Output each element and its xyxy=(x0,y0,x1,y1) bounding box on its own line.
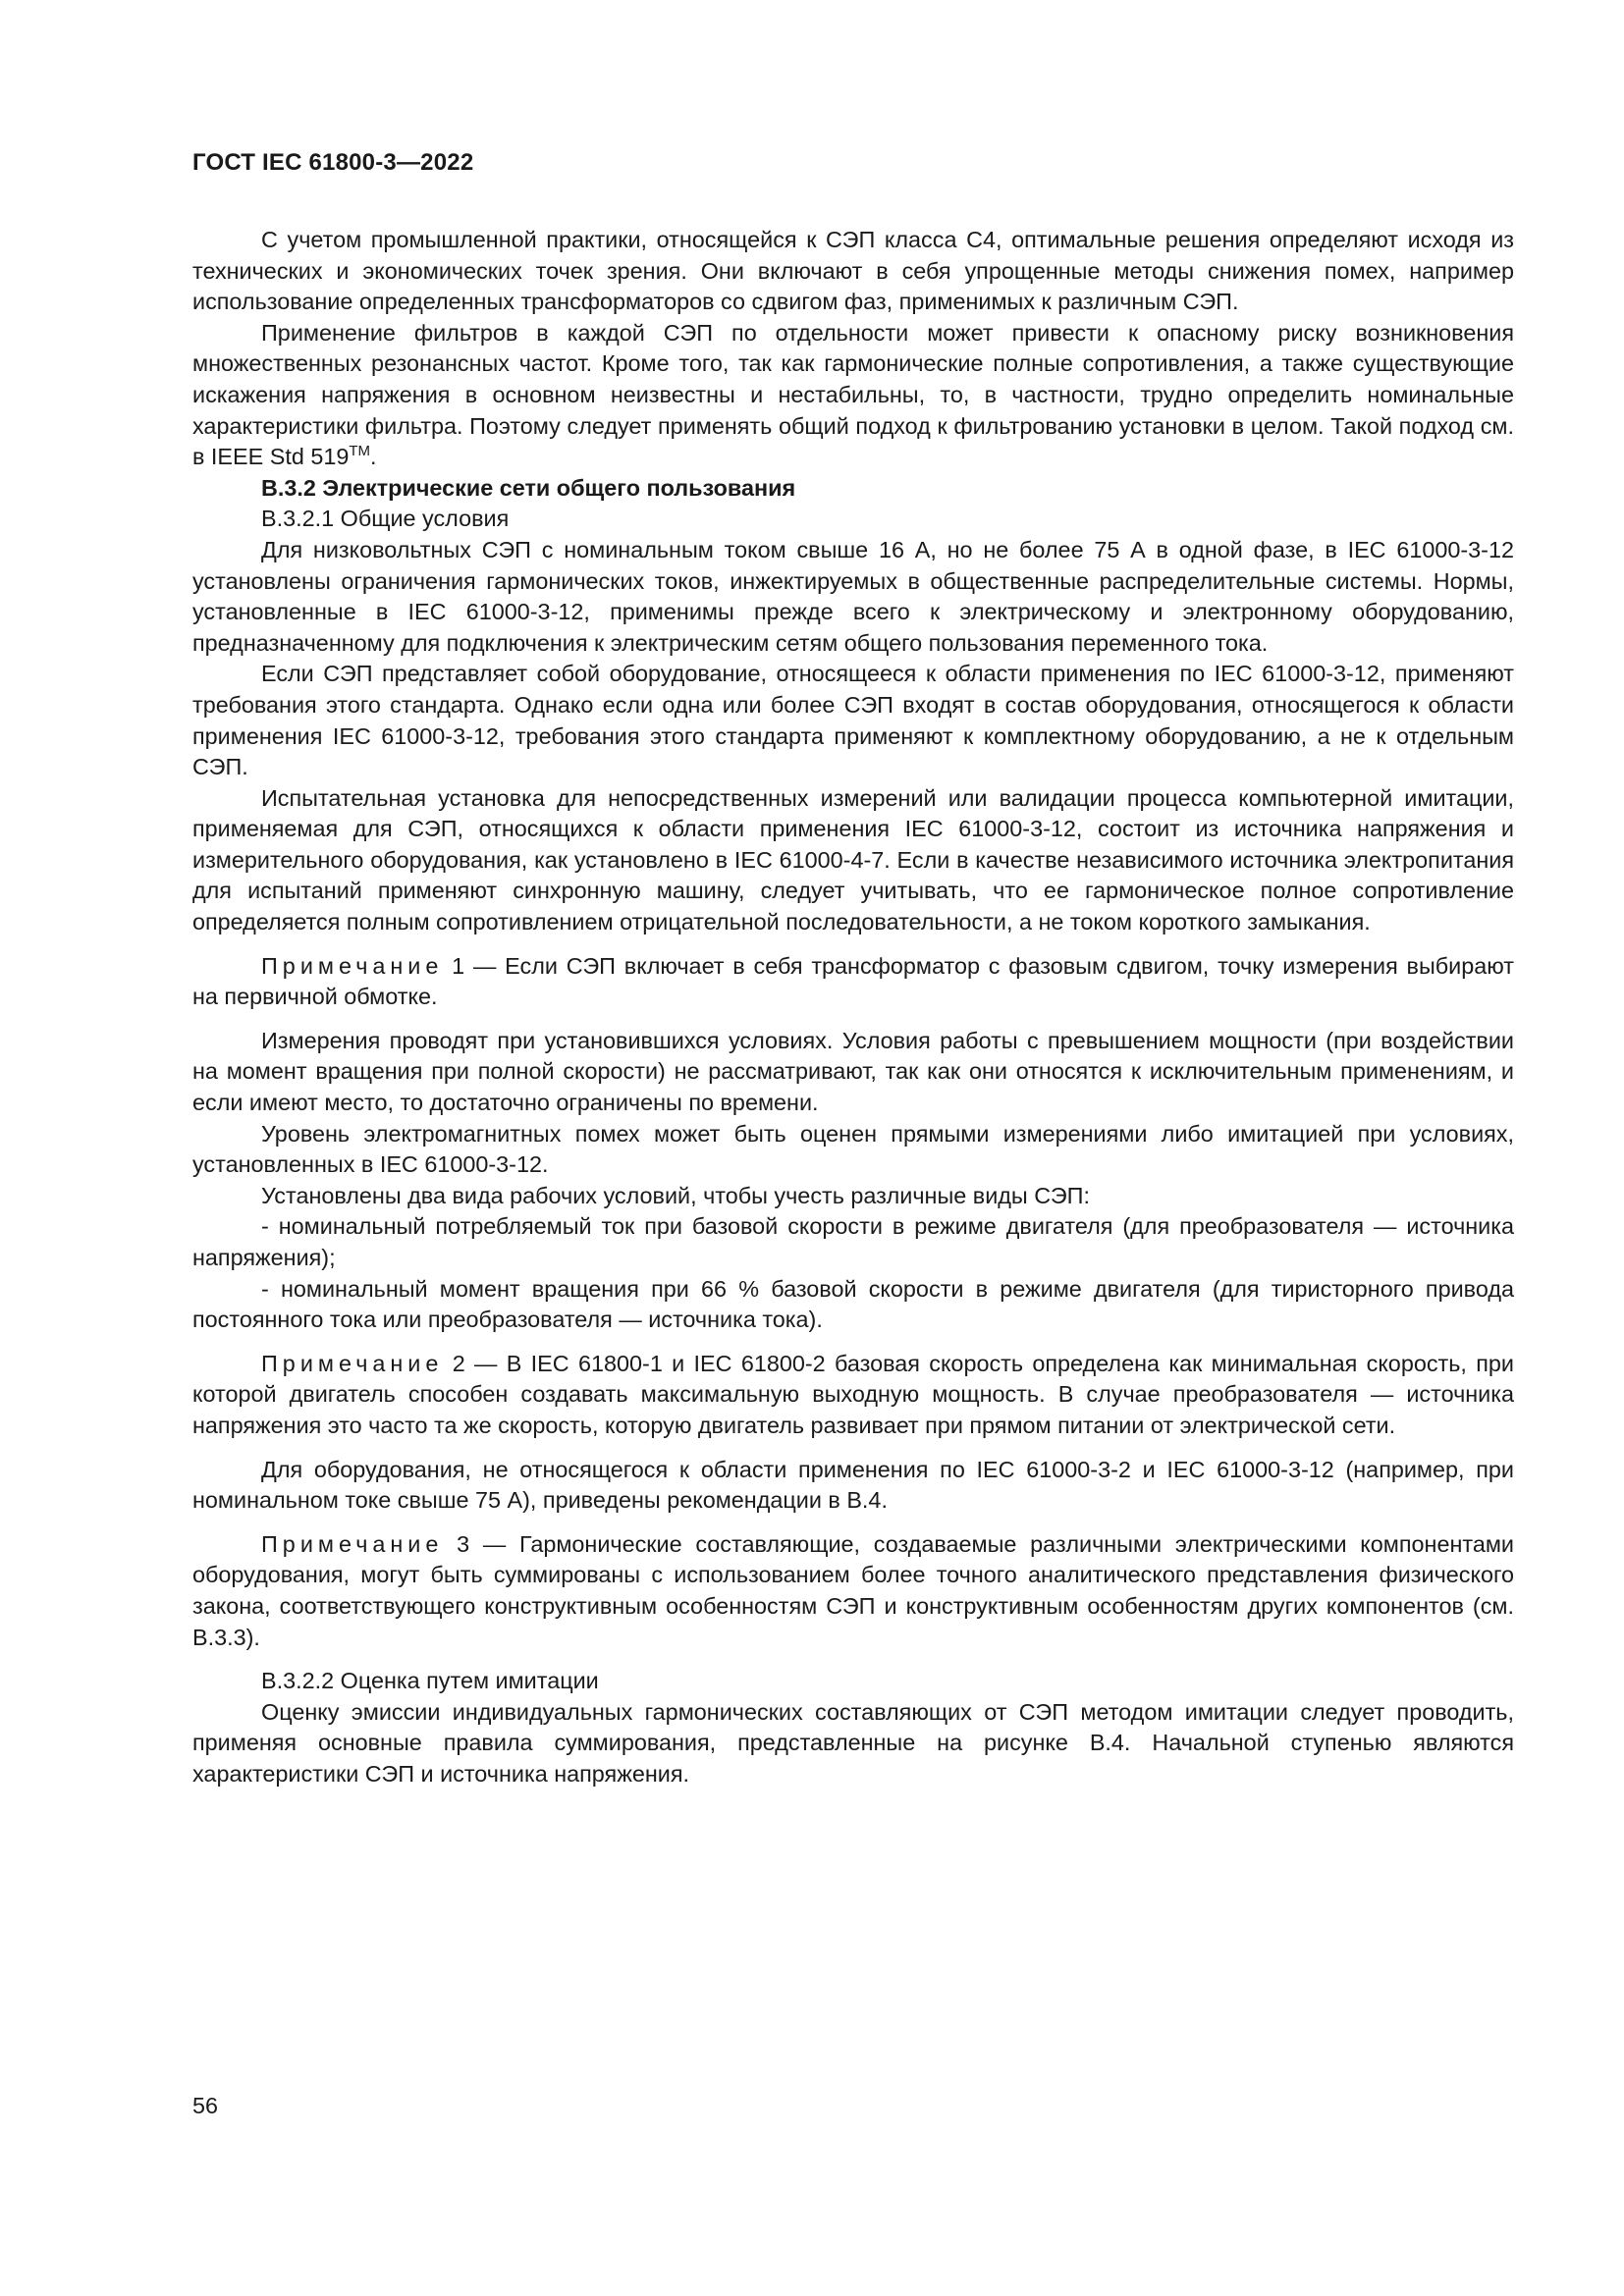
paragraph: Уровень электромагнитных помех может быть оценен прямыми измерениями либо имитацией при условиях, установленных в IEC 61000-3-12. xyxy=(192,1120,1514,1178)
subsection-heading: В.3.2.2 Оценка путем имитации xyxy=(261,1668,599,1694)
section-heading: В.3.2 Электрические сети общего пользования xyxy=(261,474,796,501)
paragraph: Для оборудования, не относящегося к области применения по IEC 61000-3-2 и IEC 61000-3-12 (например, при номинальном токе свыше 75 А), приведены рекомендации в В.4. xyxy=(192,1456,1514,1514)
paragraph: Оценку эмиссии индивидуальных гармонических составляющих от СЭП методом имитации следует проводить, применяя основные правила суммирования, представленные на рисунке В.4. Начальной ступенью являются характеристики СЭП и источника напряжения. xyxy=(192,1698,1514,1787)
paragraph: Испытательная установка для непосредственных измерений или валидации процесса компьютерной имитации, применяемая для СЭП, относящихся к области применения IEC 61000-3-12, состоит из источника напряжения и измерительного оборудования, как установлено в IEC 61000-4-7. Если в качестве независимого источника электропитания для испытаний применяют синхронную машину, следует учитывать, что ее гармоническое полное сопротивление определяется полным сопротивлением отрицательной последовательности, а не током короткого замыкания. xyxy=(192,784,1514,935)
list-item: - номинальный потребляемый ток при базовой скорости в режиме двигателя (для преобразователя — источника напряжения); xyxy=(192,1213,1514,1270)
paragraph: Если СЭП представляет собой оборудование, относящееся к области применения по IEC 61000-3-12, применяют требования этого стандарта. Однако если одна или более СЭП входят в состав оборудования, относящегося к области применения IEC 61000-3-12, требования этого стандарта применяют к комплектному оборудованию, а не к отдельным СЭП. xyxy=(192,661,1514,780)
trademark-superscript: TM xyxy=(349,443,371,460)
paragraph: Установлены два вида рабочих условий, чтобы учесть различные виды СЭП: xyxy=(261,1182,1090,1208)
note-label: Примечание xyxy=(261,952,444,979)
paragraph: Измерения проводят при установившихся условиях. Условия работы с превышением мощности (при воздействии на момент вращения при полной скорости) не рассматривают, так как они относятся к исключительным применениям, и если имеют место, то достаточно ограничены по времени. xyxy=(192,1027,1514,1116)
paragraph: С учетом промышленной практики, относящейся к СЭП класса С4, оптимальные решения определяют исходя из технических и экономических точек зрения. Они включают в себя упрощенные методы снижения помех, например использование определенных трансформаторов со сдвигом фаз, применимых к различным СЭП. xyxy=(192,227,1514,315)
subsection-heading: В.3.2.1 Общие условия xyxy=(261,506,510,532)
note xyxy=(192,1349,1514,1442)
page-number: 56 xyxy=(192,2093,219,2118)
paragraph-end: . xyxy=(370,444,377,470)
note xyxy=(192,951,1514,1013)
note-label: Примечание xyxy=(261,1350,444,1376)
note xyxy=(192,1529,1514,1653)
note-text: 3 — Гармонические составляющие, создаваемые различными электрическими компонентами оборудования, могут быть суммированы с использованием более точного аналитического представления физического закона, соответствующего конструктивным особенностям СЭП и конструктивным особенностям других компонентов (см. В.3.3). xyxy=(192,1530,1514,1650)
note-text: 2 — В IEC 61800-1 и IEC 61800-2 базовая скорость определена как минимальная скорость, при которой двигатель способен создавать максимальную выходную мощность. В случае преобразователя — источника напряжения это часто та же скорость, которую двигатель развивает при прямом питании от электрической сети. xyxy=(192,1350,1514,1438)
paragraph-text: Применение фильтров в каждой СЭП по отдельности может привести к опасному риску возникновения множественных резонансных частот. Кроме того, так как гармонические полные сопротивления, а также существующие искажения напряжения в основном неизвестны и нестабильны, то, в частности, трудно определить номинальные характеристики фильтра. Поэтому следует применять общий подход к фильтрованию установки в целом. Такой подход см. в IEEE Std 519 xyxy=(192,319,1514,470)
note-text: 1 — Если СЭП включает в себя трансформатор с фазовым сдвигом, точку измерения выбирают на первичной обмотке. xyxy=(192,952,1514,1010)
document-body xyxy=(192,225,1514,1790)
list-item: - номинальный момент вращения при 66 % базовой скорости в режиме двигателя (для тиристорного привода постоянного тока или преобразователя — источника тока). xyxy=(192,1275,1514,1333)
note-label: Примечание xyxy=(261,1530,444,1557)
paragraph: Для низковольтных СЭП с номинальным током свыше 16 А, но не более 75 А в одной фазе, в IEC 61000-3-12 установлены ограничения гармонических токов, инжектируемых в общественные распределительные системы. Нормы, установленные в IEC 61000-3-12, применимы прежде всего к электрическому и электронному оборудованию, предназначенному для подключения к электрическим сетям общего пользования переменного тока. xyxy=(192,536,1514,656)
document-header: ГОСТ IEC 61800-3—2022 xyxy=(192,149,474,176)
paragraph xyxy=(192,318,1514,473)
